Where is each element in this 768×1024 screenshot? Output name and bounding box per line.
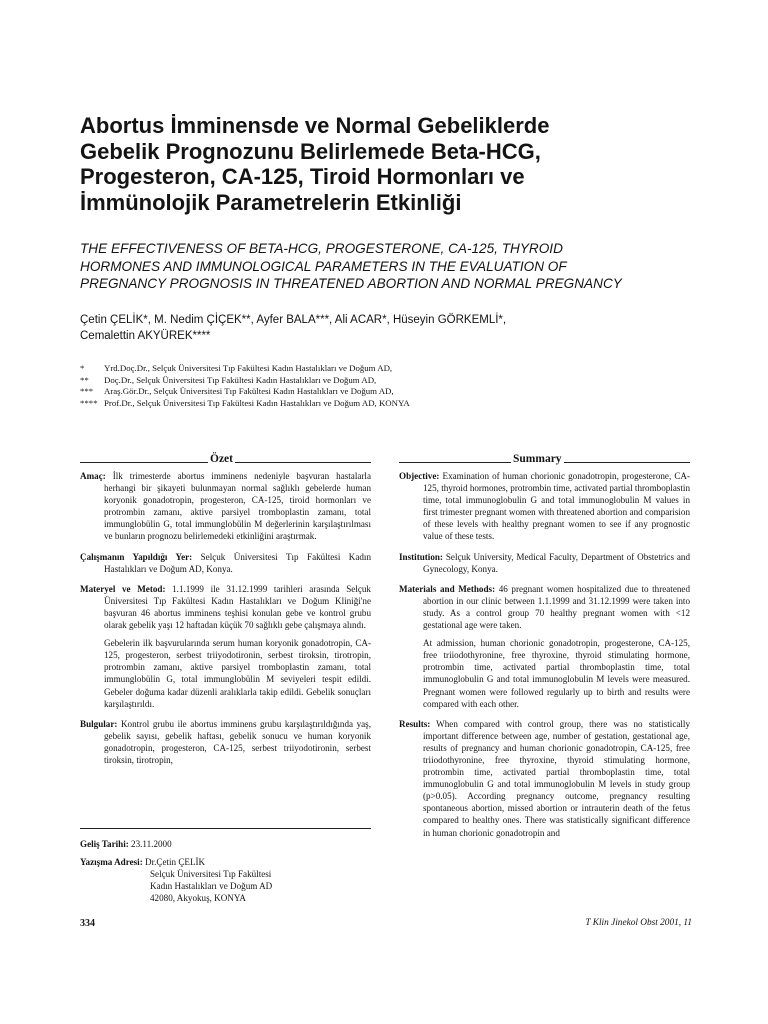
- ozet-amac: [80, 470, 371, 543]
- yer-label: Çalışmanın Yapıldığı Yer:: [80, 551, 193, 562]
- results-label: Results:: [399, 718, 431, 729]
- affiliation-text: Doç.Dr., Selçuk Üniversitesi Tıp Fakültesi Kadın Hastalıkları ve Doğum AD,: [104, 374, 377, 385]
- correspondence-line: Selçuk Üniversitesi Tıp Fakültesi: [150, 869, 272, 879]
- affiliation-text: Prof.Dr., Selçuk Üniversitesi Tıp Fakültesi Kadın Hastalıkları ve Doğum AD, KONYA: [104, 397, 410, 408]
- materials-text: 46 pregnant women hospitalized due to threatened abortion in our clinic between 1.1.1999 and 31.12.1999 were taken into study. As a control group 70 healthy pregnant women with <12 gestational age were taken.: [423, 583, 690, 631]
- materyel-label: Materyel ve Metod:: [80, 583, 166, 594]
- received-row: [80, 838, 380, 850]
- ozet-heading-label: Özet: [210, 453, 233, 465]
- affiliation: [80, 386, 600, 398]
- title-line: İmmünolojik Parametrelerin Etkinliği: [80, 189, 462, 215]
- affiliation-text: Yrd.Doç.Dr., Selçuk Üniversitesi Tıp Fakültesi Kadın Hastalıkları ve Doğum AD,: [104, 363, 393, 373]
- author-list: [80, 312, 680, 344]
- article-meta: [80, 838, 380, 904]
- bulgular-text: Kontrol grubu ile abortus imminens grubu karşılaştırıldığında yaş, gebelik sayısı, gebelik haftası, gebelik sonucu ve human koryonik gonadotropin, progesteron, CA-125, serbest triiyodotironin, serbest tiroksin, tirotropin,: [104, 718, 371, 765]
- received-date: 23.11.2000: [131, 839, 172, 849]
- english-title: [80, 240, 700, 293]
- footnote-divider: [80, 828, 371, 829]
- affiliation: [80, 375, 600, 387]
- english-title-line: THE EFFECTIVENESS OF BETA-HCG, PROGESTERONE, CA-125, THYROID: [80, 241, 563, 256]
- summary-heading-label: Summary: [513, 453, 562, 465]
- materyel-text-2: Gebelerin ilk başvurularında serum human koryonik gonadotropin, CA-125, progesteron, serbest triiyodotironin, serbest tiroksin, tirotropin, protrombin zamanı, aktive parsiyel tromboplastin zamanı, total immunglobülin G, total immunglobülin M seviyeleri tespit edildi. Gebeler doğuma kadar düzenli aralıklarla takip edildi. Gebelik sonuçları karşılaştırıldı.: [104, 638, 371, 709]
- correspondence-label: Yazışma Adresi:: [80, 857, 143, 867]
- summary-heading: [399, 452, 690, 466]
- results-text: When compared with control group, there was no statistically important difference between age, number of gestation, gestational age, results of pregnancy and human chorionic gonadotropin, CA-125, free triiodothyronine, free thyroxine, thyroid stimulating hormone, protrombin time, activated partial thromboplastin time, total immunoglobulin G and total immunoglobulin M levels in study group (p>0.05). According pregnancy outcome, pregnancy resulting spontaneous abortion, missed abortion or intrauterin death of the fetus compared to healthy ones. There was statistically significant difference in human chorionic gonadotropin and: [423, 718, 691, 838]
- author-line: Cemalettin AKYÜREK****: [80, 330, 211, 342]
- author-line: Çetin ÇELİK*, M. Nedim ÇİÇEK**, Ayfer BALA***, Ali ACAR*, Hüseyin GÖRKEMLİ*,: [80, 314, 507, 326]
- english-title-line: HORMONES AND IMMUNOLOGICAL PARAMETERS IN THE EVALUATION OF: [80, 258, 567, 274]
- affiliation: [80, 363, 600, 375]
- title-line: Gebelik Prognozunu Belirlemede Beta-HCG,: [80, 138, 541, 164]
- correspondence-line: 42080, Akyokuş, KONYA: [150, 893, 246, 903]
- materials-label: Materials and Methods:: [399, 583, 496, 594]
- institution-label: Institution:: [399, 551, 443, 562]
- ozet-column: [80, 452, 371, 774]
- affiliation-mark: ****: [80, 397, 98, 408]
- amac-text: İlk trimesterde abortus imminens nedeniyle başvuran hastalarla herhangi bir şikayeti bulunmayan normal sağlıklı gebelerde human koryonik gonadotropin, progesteron, CA-125, tiroid hormonları ve protrombin zamanı, aktive parsiyel tromboplastin zamanı, total immunglobülin G, total immunglobülin M değerlerinin karşılaştırılması ve bunların prognozu belirlemedeki etkinliğini araştırmak.: [104, 471, 371, 542]
- correspondence-line: Kadın Hastalıkları ve Doğum AD: [150, 881, 273, 891]
- objective-text: Examination of human chorionic gonadotropin, progesterone, CA-125, thyroid hormones, protrombin time, activated partial thromboplastin time, total immunoglobulin G and total immunoglobulin M values in first trimester pregnant women with threatened abortion and comparision of these levels with healthy pregnant women to see if any prognostic value of these tests.: [423, 471, 690, 542]
- summary-column: [399, 452, 690, 847]
- english-title-line: PREGNANCY PROGNOSIS IN THREATENED ABORTION AND NORMAL PREGNANCY: [80, 276, 622, 291]
- ozet-yer: [80, 551, 371, 575]
- ozet-bulgular: [80, 718, 371, 766]
- ozet-heading: [80, 452, 371, 466]
- title-line: Progesteron, CA-125, Tiroid Hormonları ve: [80, 164, 525, 189]
- ozet-materyel: [80, 583, 371, 710]
- institution-text: Selçuk University, Medical Faculty, Department of Obstetrics and Gynecology, Konya.: [423, 551, 690, 574]
- article-title: [80, 113, 640, 215]
- amac-label: Amaç:: [80, 471, 106, 481]
- summary-objective: [399, 470, 690, 543]
- received-label: Geliş Tarihi:: [80, 839, 129, 849]
- bulgular-label: Bulgular:: [80, 718, 118, 729]
- summary-institution: [399, 551, 690, 575]
- page-number: 334: [80, 918, 95, 929]
- objective-label: Objective:: [399, 471, 440, 481]
- affiliation: [80, 398, 600, 410]
- correspondence-line: Dr.Çetin ÇELİK: [145, 857, 206, 867]
- summary-results: [399, 718, 690, 839]
- journal-citation: T Klin Jinekol Obst 2001, 11: [585, 918, 692, 928]
- affiliation-text: Araş.Gör.Dr., Selçuk Üniversitesi Tıp Fakültesi Kadın Hastalıkları ve Doğum AD,: [104, 386, 394, 396]
- affiliation-list: [80, 363, 600, 409]
- affiliation-mark: *: [80, 363, 85, 373]
- summary-materials: [399, 583, 690, 710]
- correspondence-row: [80, 856, 380, 868]
- affiliation-mark: **: [80, 374, 89, 385]
- affiliation-mark: ***: [80, 386, 94, 396]
- yer-text: Selçuk Üniversitesi Tıp Fakültesi Kadın Hastalıkları ve Doğum AD, Konya.: [104, 551, 371, 574]
- materials-text-2: At admission, human chorionic gonadotropin, progesterone, CA-125, free triiodothyronine, free thyroxine, thyroid stimulating hormone, protrombin time, activated partial thromboplastin time, total immunoglobulin G and total immunoglobulin M levels were measured. Pregnant women were followed regularly up to birth and results were compared with each other.: [423, 638, 690, 709]
- materyel-text: 1.1.1999 ile 31.12.1999 tarihleri arasında Selçuk Üniversitesi Tıp Fakültesi Kadın Hastalıkları ve Doğum Kliniği'ne başvuran 46 abortus imminens teşhisi konulan gebe ve kontrol grubu olarak gebelik yaşı 12 haftadan küçük 70 sağlıklı gebe çalışmaya alındı.: [104, 583, 371, 631]
- title-line: Abortus İmminensde ve Normal Gebeliklerde: [80, 113, 550, 138]
